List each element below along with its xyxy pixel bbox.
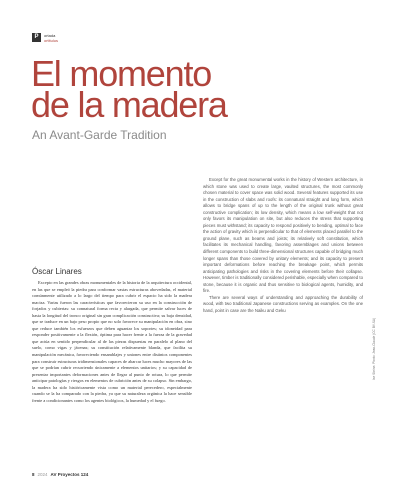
magazine-name: AV Proyectos 124 [50, 472, 89, 477]
photo-caption: Ise Shrine. Photo: Jean-Claude (CC BY-SA) [372, 317, 376, 380]
footer-year: 2024 [37, 472, 48, 477]
body-paragraph: Excepto en las grandes obras monumentales de la historia de la arquitectura occidental, en las que se empleó la piedra para conformar vastas estructuras abovedadas, el material comúnmente utilizado a lo largo del tiempo para cubrir el espacio ha sido la madera maciza. Varias fueron las características que favorecieron su uso en la construcción de forjados y cubiertas: su connatural forma recta y alargada, que permite salvar luces de hasta la longitud del tronco original sin gran complicación constructiva; su baja densidad, que se traduce en un bajo peso propio que no solo favorece su manipulación en obra, sino que reduce también los esfuerzos que deben aguantar los soportes; su idoneidad para responder positivamente a la flexión, óptima para hacer frente a la fuerza de la gravedad que actúa en sentido perpendicular al de las piezas dispuestas en paralelo al plano del suelo, como vigas y jácenas; su constitución relativamente blanda, que facilita su manipulación mecánica, favoreciendo ensamblajes y uniones entre distintos componentes para construir estructuras tridimensionales capaces de abarcar luces mucho mayores de las que se podrían cubrir recurriendo únicamente a elementos unitarios; y su capacidad de presentar importantes deformaciones antes de llegar al punto de rotura, lo que permite anticipar patologías y riesgos en elementos de cubrición antes de su colapso. Sin embargo, la madera ha sido históricamente vista como un material perecedero, especialmente cuando se la ha comparado con la piedra, ya que su naturaleza orgánica la hace sensible frente a condicionantes como los agentes biológicos, la humedad y el fuego. [32, 280, 192, 403]
body-paragraph: Except for the great monumental works in the history of Western architecture, in which stone was used to create large, vaulted structures, the most commonly chosen material to cover space was solid wood. Several features supported its use in the construction of slabs and roofs: its connatural straight and long form, which allows to bridge spans of up to the length of the original trunk without great constructive complication; its low density, which means a low self-weight that not only favors its manipulation on site, but also reduces the stress that supporting pieces must withstand; its capacity to respond positively to bending, optimal to face the action of gravity which is perpendicular to that of elements placed parallel to the ground plane, such as beams and joists; its relatively soft constitution, which facilitates its mechanical handling, favoring assemblages and unions between different components to build three-dimensional structures capable of bridging much longer spans than those covered by unitary elements; and its capacity to present important deformations before reaching the breakage point, which permits anticipating pathologies and risks in the covering elements before their collapse. However, timber is traditionally considered perishable, especially when compared to stone, because it is organic and thus sensitive to biological agents, humidity, and fire. [203, 177, 363, 294]
body-column-english [203, 177, 363, 472]
title-line-1: El momento [31, 53, 212, 94]
body-paragraph: There are several ways of understanding and approaching the durability of wood, with two traditional Japanese constructions serving as examples. On the one hand, point in case are the Naiku and Geku [203, 294, 363, 313]
page-number: 8 [32, 472, 35, 477]
section-sublabel: ortitulus [44, 38, 59, 43]
section-letter: P [32, 33, 41, 42]
section-label-group [44, 33, 58, 43]
article-subtitle: An Avant-Garde Tradition [32, 128, 167, 142]
section-label: ortada [44, 33, 56, 38]
article-title [31, 53, 227, 125]
article-author: Óscar Linares [32, 267, 82, 276]
page-footer [32, 472, 88, 477]
body-column-spanish [32, 280, 192, 470]
title-line-2: de la madera [31, 84, 227, 125]
section-tag [32, 33, 58, 43]
